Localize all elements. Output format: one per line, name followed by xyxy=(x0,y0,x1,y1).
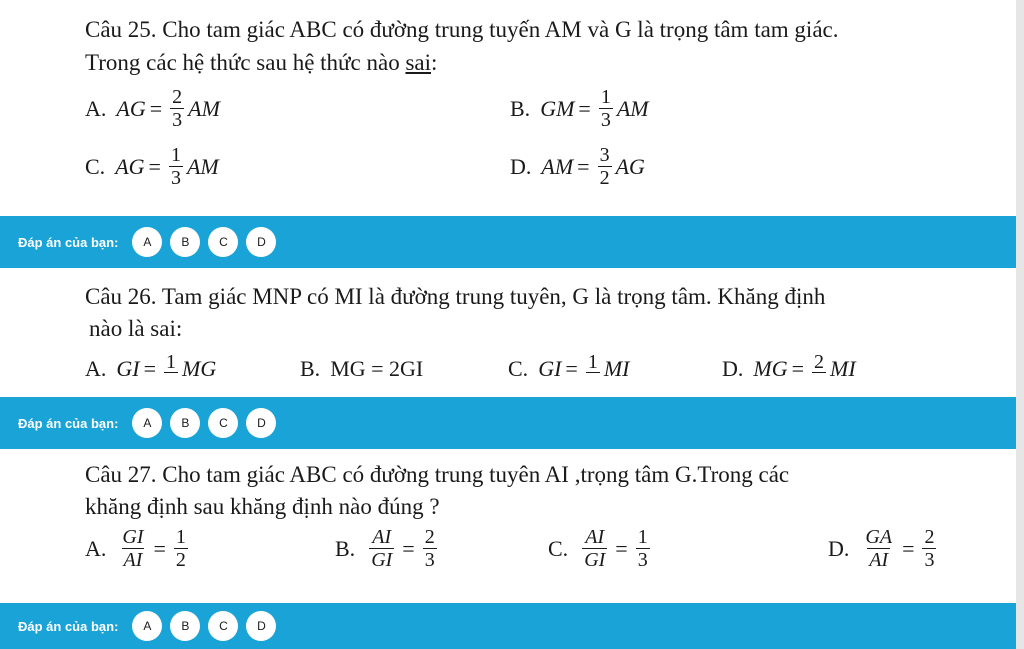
option-letter: A. xyxy=(85,356,107,381)
formula-lhs: AM xyxy=(541,153,574,179)
formula: $\frac{AI}{GI}$ = $\frac{2}{3}$ xyxy=(371,526,435,571)
fraction xyxy=(164,352,178,374)
fraction-num: 2 xyxy=(924,526,935,548)
choice-a-button[interactable]: A xyxy=(132,408,162,438)
fraction xyxy=(922,526,936,571)
fraction xyxy=(169,144,183,189)
option-letter: C. xyxy=(508,356,529,381)
formula: MG = 2GI xyxy=(330,356,424,381)
answer-label: Đáp án của bạn: xyxy=(18,415,119,431)
formula-lhs: AG xyxy=(116,95,146,121)
fraction-num: GA xyxy=(865,526,893,548)
choice-a-button[interactable]: A xyxy=(132,227,162,257)
page-right-edge xyxy=(1016,0,1024,649)
fraction-num: 2 xyxy=(424,526,435,548)
option-letter: C. xyxy=(548,535,569,561)
q26-option-c xyxy=(508,352,630,382)
choice-b-button[interactable]: B xyxy=(170,611,200,641)
fraction-den: AI xyxy=(123,549,143,571)
fraction xyxy=(586,352,600,374)
fraction-den: 2 xyxy=(175,549,186,571)
option-letter: D. xyxy=(510,153,532,179)
formula-lhs: AG xyxy=(115,153,145,179)
q25-underlined-word: sai xyxy=(405,50,432,75)
fraction xyxy=(582,526,607,571)
fraction xyxy=(120,526,145,571)
answer-label: Đáp án của bạn: xyxy=(18,234,119,250)
choice-d-button[interactable]: D xyxy=(246,611,276,641)
formula-rhs: AG xyxy=(615,153,645,179)
fraction-num: 1 xyxy=(637,526,648,548)
formula: GI = 1 MI xyxy=(538,352,630,381)
option-letter: B. xyxy=(335,535,356,561)
fraction-den: 3 xyxy=(924,549,935,571)
q27-option-a xyxy=(85,526,192,571)
fraction-num: 1 xyxy=(600,86,611,108)
fraction xyxy=(636,526,650,571)
formula: AG = $\frac{1}{3}$ AM xyxy=(115,144,219,189)
fraction-den: 2 xyxy=(599,167,610,189)
choice-c-button[interactable]: C xyxy=(208,408,238,438)
q25-option-b xyxy=(510,86,649,131)
q26-line1: Câu 26. Tam giác MNP có MI là đường trung tuyên, G là trọng tâm. Khăng định xyxy=(85,284,826,309)
formula-rhs: AM xyxy=(188,95,220,121)
formula-lhs: MG xyxy=(753,356,788,381)
choice-b-button[interactable]: B xyxy=(170,408,200,438)
choice-c-button[interactable]: C xyxy=(208,227,238,257)
formula-lhs: GI xyxy=(538,356,562,381)
fraction-num: 3 xyxy=(599,144,610,166)
formula: AG = $\frac{2}{3}$ AM xyxy=(116,86,220,131)
q26-option-a xyxy=(85,352,217,382)
fraction-den: GI xyxy=(584,549,606,571)
q25-line1: Câu 25. Cho tam giác ABC có đường trung tuyến AM và G là trọng tâm tam giác. xyxy=(85,17,839,42)
fraction xyxy=(863,526,894,571)
fraction xyxy=(170,86,184,131)
q27-option-d xyxy=(828,526,940,571)
q25-option-c xyxy=(85,144,219,189)
fraction-den: 3 xyxy=(424,549,435,571)
formula: MG = 2 MI xyxy=(753,352,856,381)
answer-bar-q27 xyxy=(0,603,1016,649)
answer-bar-q25 xyxy=(0,216,1016,268)
q25-line2-colon: : xyxy=(431,50,438,75)
q27-option-c xyxy=(548,526,654,571)
formula: $\frac{GI}{AI}$ = $\frac{1}{2}$ xyxy=(122,526,186,571)
fraction xyxy=(369,526,394,571)
fraction xyxy=(599,86,613,131)
fraction xyxy=(423,526,437,571)
q26-line2: nào là sai: xyxy=(89,316,183,341)
formula: GM = $\frac{1}{3}$ AM xyxy=(540,86,649,131)
formula-rhs: AM xyxy=(616,95,649,121)
q26-option-d xyxy=(722,352,856,382)
option-letter: B. xyxy=(300,356,321,381)
formula-lhs: GM xyxy=(540,95,575,121)
q27-line1: Câu 27. Cho tam giác ABC có đường trung tuyên AI ,trọng tâm G.Trong các xyxy=(85,462,790,487)
q27-option-b xyxy=(335,526,441,571)
fraction-num: 2 xyxy=(814,352,825,373)
q25-option-d xyxy=(510,144,645,189)
fraction-num: 1 xyxy=(587,352,598,373)
fraction xyxy=(598,144,612,189)
fraction-num: AI xyxy=(585,526,605,548)
fraction-num: 2 xyxy=(172,86,183,108)
fraction xyxy=(812,352,826,374)
formula: $\frac{GA}{AI}$ = $\frac{2}{3}$ xyxy=(865,526,935,571)
choice-c-button[interactable]: C xyxy=(208,611,238,641)
fraction-den: AI xyxy=(869,549,889,571)
answer-label: Đáp án của bạn: xyxy=(18,618,119,634)
q27-line2: khăng định sau khăng định nào đúng ? xyxy=(85,494,440,519)
formula-rhs: MI xyxy=(830,356,856,381)
fraction-den: 3 xyxy=(170,167,181,189)
formula-rhs: MG xyxy=(182,356,217,381)
formula-lhs: GI xyxy=(116,356,140,381)
q25-line2 xyxy=(85,47,1005,79)
q25-option-a xyxy=(85,86,220,131)
option-letter: D. xyxy=(722,356,744,381)
fraction xyxy=(174,526,188,571)
fraction-num: 1 xyxy=(170,144,181,166)
fraction-num: GI xyxy=(122,526,144,548)
formula: AM = $\frac{3}{2}$ AG xyxy=(541,144,645,189)
option-letter: A. xyxy=(85,95,107,121)
formula: GI = 1 MG xyxy=(116,352,217,381)
choice-b-button[interactable]: B xyxy=(170,227,200,257)
option-letter: B. xyxy=(510,95,531,121)
fraction-den: 3 xyxy=(637,549,648,571)
option-letter: D. xyxy=(828,535,850,561)
choice-d-button[interactable]: D xyxy=(246,408,276,438)
q26-option-b xyxy=(300,356,423,382)
fraction-den: GI xyxy=(371,549,393,571)
formula-rhs: AM xyxy=(186,153,219,179)
choice-d-button[interactable]: D xyxy=(246,227,276,257)
fraction-den: 3 xyxy=(600,109,611,131)
option-letter: C. xyxy=(85,153,106,179)
fraction-num: 1 xyxy=(166,352,177,373)
fraction-den: 3 xyxy=(172,109,183,131)
formula: $\frac{AI}{GI}$ = $\frac{1}{3}$ xyxy=(584,526,648,571)
fraction-num: 1 xyxy=(175,526,186,548)
q25-line2-text: Trong các hệ thức sau hệ thức nào xyxy=(85,50,406,75)
formula-rhs: MI xyxy=(603,356,630,381)
option-letter: A. xyxy=(85,535,107,561)
answer-bar-q26 xyxy=(0,397,1016,449)
choice-a-button[interactable]: A xyxy=(132,611,162,641)
fraction-num: AI xyxy=(372,526,392,548)
